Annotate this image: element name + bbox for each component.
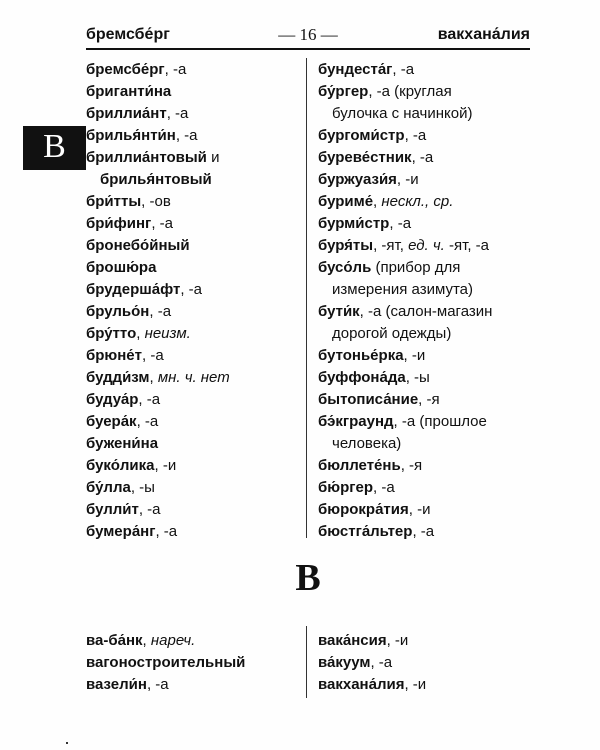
entry-inflection: , -а — [392, 61, 415, 78]
entry-inflection: , -а — [142, 347, 164, 364]
dictionary-entry — [318, 257, 492, 279]
entry-inflection: , -а — [166, 105, 189, 122]
entry-headword: бриллиа́нтовый — [86, 149, 207, 166]
dictionary-entry — [86, 279, 230, 301]
entry-inflection: , — [136, 325, 145, 342]
entry-headword: вазели́н — [86, 676, 147, 693]
entry-headword: ва́куум — [318, 654, 371, 671]
entry-headword: буко́лика — [86, 457, 155, 474]
entry-headword: ва-ба́нк — [86, 632, 143, 649]
entry-headword: бытописа́ние — [318, 391, 419, 408]
entry-inflection: измерения азимута) — [332, 281, 473, 298]
thumb-index-tab — [23, 126, 86, 170]
dictionary-entry — [86, 213, 230, 235]
entry-inflection: дорогой одежды) — [332, 325, 452, 342]
entry-headword: бю́ргер — [318, 479, 373, 496]
dictionary-entry — [86, 674, 245, 696]
entries-column-right-top — [318, 59, 492, 543]
entry-headword: буржуази́я — [318, 171, 397, 188]
entry-headword: бри́финг — [86, 215, 152, 232]
entry-headword: буря́ты — [318, 237, 374, 254]
entry-inflection: , -и — [408, 501, 431, 518]
entry-inflection: , -а — [180, 281, 203, 298]
entry-inflection: , -а — [411, 149, 434, 166]
entry-inflection: , -а — [155, 523, 178, 540]
entry-inflection: , -а — [389, 215, 412, 232]
dictionary-entry — [86, 103, 230, 125]
entry-headword: вагоностроительный — [86, 654, 246, 671]
entry-headword: бри́тты — [86, 193, 142, 210]
entry-inflection: , -а — [136, 413, 159, 430]
dictionary-entry — [318, 191, 492, 213]
dictionary-entry — [86, 235, 230, 257]
entries-column-left-bottom — [86, 630, 245, 696]
dictionary-entry — [86, 323, 230, 345]
column-divider-bottom — [306, 626, 307, 698]
dictionary-entry — [86, 169, 230, 191]
dictionary-entry — [318, 59, 492, 81]
entry-inflection: , -и — [154, 457, 177, 474]
entry-headword: брюне́т — [86, 347, 142, 364]
entry-inflection-extra: -ят, -а — [444, 237, 489, 254]
entry-inflection: , -а — [138, 391, 161, 408]
entry-inflection: булочка с начинкой) — [332, 105, 473, 122]
header-rule — [86, 48, 530, 50]
dictionary-entry — [318, 147, 492, 169]
entries-column-right-bottom — [318, 630, 426, 696]
dictionary-entry — [318, 279, 492, 301]
entry-inflection: , -а — [370, 654, 393, 671]
thumb-index-letter: В — [43, 128, 66, 165]
header-first-entry: бремсбе́рг — [86, 26, 170, 43]
entry-inflection: , -и — [403, 347, 426, 364]
entry-headword: бу́лла — [86, 479, 131, 496]
entry-headword: бумера́нг — [86, 523, 156, 540]
dictionary-entry — [86, 499, 230, 521]
dictionary-entry — [318, 433, 492, 455]
dictionary-entry — [318, 477, 492, 499]
entry-inflection: , -а — [404, 127, 427, 144]
entry-headword: бусо́ль — [318, 259, 372, 276]
page-number: — 16 — — [278, 25, 338, 44]
entry-headword: брилья́нтовый — [100, 171, 212, 188]
entry-headword: буффона́да — [318, 369, 406, 386]
dictionary-entry — [318, 301, 492, 323]
entry-headword: вака́нсия — [318, 632, 387, 649]
entry-headword: бремсбе́рг — [86, 61, 165, 78]
entries-column-left-top — [86, 59, 230, 543]
entry-headword: брилья́нти́н — [86, 127, 176, 144]
entry-headword: брудерша́фт — [86, 281, 181, 298]
dictionary-entry — [86, 191, 230, 213]
entry-inflection: , -ов — [141, 193, 171, 210]
entry-headword: бэ́кграунд — [318, 413, 394, 430]
entry-inflection: (прибор для — [371, 259, 461, 276]
entry-headword: буера́к — [86, 413, 137, 430]
dictionary-entry — [318, 630, 426, 652]
dictionary-entry — [86, 411, 230, 433]
entry-inflection: , -а — [175, 127, 198, 144]
entry-inflection: , -а — [151, 215, 173, 232]
dictionary-entry — [86, 257, 230, 279]
dictionary-entry — [318, 652, 426, 674]
dictionary-entry — [86, 59, 230, 81]
entry-inflection: , -ят, — [373, 237, 409, 254]
dictionary-entry — [318, 235, 492, 257]
entry-headword: бриллиа́нт — [86, 105, 167, 122]
dictionary-entry — [318, 125, 492, 147]
dictionary-entry — [86, 652, 245, 674]
entry-inflection: , -а (прошлое — [393, 413, 487, 430]
dictionary-entry — [318, 455, 492, 477]
entry-inflection: , -а — [373, 479, 395, 496]
dictionary-entry — [318, 103, 492, 125]
entry-inflection: , -я — [418, 391, 440, 408]
entry-headword: буриме́ — [318, 193, 374, 210]
entry-grammar-note: мн. ч. нет — [157, 369, 230, 386]
entry-inflection: , -я — [400, 457, 423, 474]
dictionary-entry — [318, 367, 492, 389]
entry-inflection: , -а (салон-магазин — [359, 303, 493, 320]
column-divider-top — [306, 58, 307, 538]
entry-grammar-note: неизм. — [144, 325, 191, 342]
entry-grammar-note: нареч. — [150, 632, 196, 649]
entry-inflection: , — [373, 193, 382, 210]
dictionary-entry — [318, 213, 492, 235]
entry-grammar-note: ед. ч. — [408, 237, 445, 254]
entry-headword: бужени́на — [86, 435, 159, 452]
dictionary-entry — [318, 521, 492, 543]
entry-inflection: , -ы — [130, 479, 155, 496]
dictionary-entry — [318, 499, 492, 521]
dictionary-entry — [318, 674, 426, 696]
entry-headword: бру́тто — [86, 325, 137, 342]
entry-inflection: , -ы — [405, 369, 430, 386]
entry-headword: будуа́р — [86, 391, 139, 408]
entry-headword: брульо́н — [86, 303, 150, 320]
entry-inflection: , -и — [386, 632, 409, 649]
entry-inflection: , -а — [149, 303, 172, 320]
entry-headword: бюстга́льтер — [318, 523, 413, 540]
entry-headword: брошю́ра — [86, 259, 157, 276]
dictionary-entry — [86, 81, 230, 103]
entry-inflection: , -и — [404, 676, 427, 693]
dictionary-entry — [86, 630, 245, 652]
header-last-entry: вакхана́лия — [437, 26, 530, 43]
entry-headword: бу́ргер — [318, 83, 369, 100]
entry-headword: бургоми́стр — [318, 127, 405, 144]
dictionary-entry — [86, 477, 230, 499]
entry-headword: вакхана́лия — [318, 676, 405, 693]
entry-headword: бюллете́нь — [318, 457, 401, 474]
entry-headword: будди́зм — [86, 369, 150, 386]
dictionary-entry — [86, 367, 230, 389]
entry-headword: бриганти́на — [86, 83, 172, 100]
entry-inflection: человека) — [332, 435, 402, 452]
entry-inflection: , -а (круглая — [368, 83, 452, 100]
dictionary-entry — [318, 81, 492, 103]
dictionary-entry — [318, 389, 492, 411]
dictionary-entry — [86, 521, 230, 543]
entry-inflection: , -а — [138, 501, 161, 518]
entry-headword: бути́к — [318, 303, 360, 320]
dictionary-entry — [86, 301, 230, 323]
dictionary-entry — [86, 345, 230, 367]
dictionary-entry — [86, 389, 230, 411]
entry-inflection: , — [142, 632, 151, 649]
dictionary-entry — [86, 125, 230, 147]
entry-inflection: , -а — [146, 676, 169, 693]
dictionary-entry — [318, 323, 492, 345]
running-header — [86, 22, 530, 48]
dictionary-entry — [86, 433, 230, 455]
entry-headword: буреве́стник — [318, 149, 412, 166]
dictionary-entry — [86, 455, 230, 477]
entry-inflection: и — [206, 149, 220, 166]
print-mark — [66, 742, 68, 744]
entry-headword: бюрокра́тия — [318, 501, 409, 518]
entry-grammar-note: нескл., ср. — [381, 193, 454, 210]
dictionary-entry — [318, 169, 492, 191]
entry-inflection: , -а — [412, 523, 435, 540]
entry-headword: бундеста́г — [318, 61, 393, 78]
entry-inflection: , -и — [396, 171, 419, 188]
entry-inflection: , -а — [164, 61, 187, 78]
entry-headword: бронебо́йный — [86, 237, 190, 254]
entry-headword: бутонье́рка — [318, 347, 404, 364]
dictionary-entry — [318, 345, 492, 367]
entry-headword: бурми́стр — [318, 215, 390, 232]
entry-inflection: , — [149, 369, 158, 386]
entry-headword: булли́т — [86, 501, 139, 518]
section-letter-heading: В — [295, 557, 321, 599]
dictionary-entry — [86, 147, 230, 169]
dictionary-entry — [318, 411, 492, 433]
